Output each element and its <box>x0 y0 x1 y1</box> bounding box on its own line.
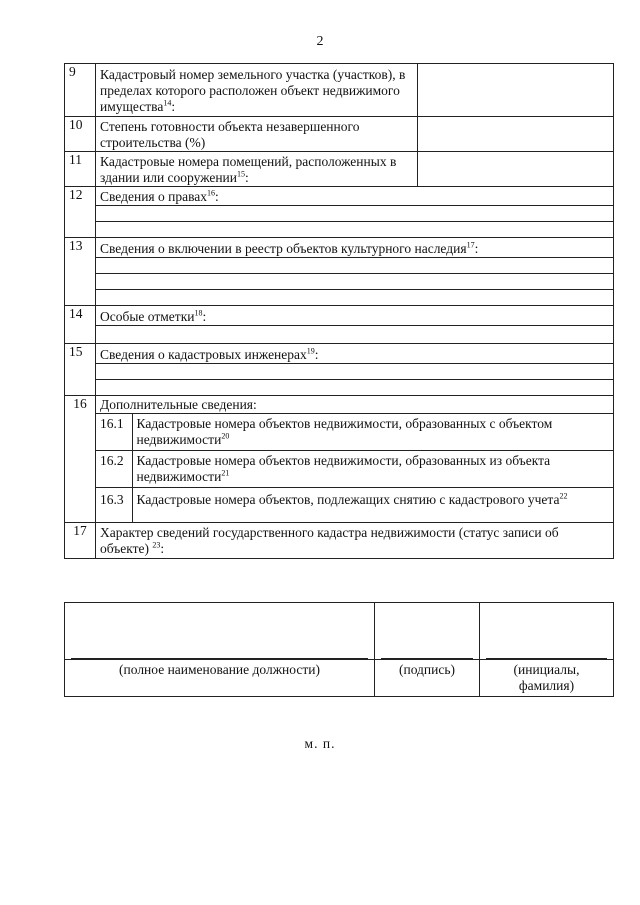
subrow-label: Кадастровые номера объектов недвижимости, образованных с объектом недвижимости$^{20}$ <box>132 414 613 451</box>
value-line[interactable] <box>96 364 614 380</box>
row-label: Сведения о включении в реестр объектов культурного наследия$^{17}$: <box>96 238 614 258</box>
value-line[interactable] <box>96 206 614 222</box>
row-label: Кадастровые номера помещений, расположенных в здании или сооружении$^{15}$: <box>96 152 418 187</box>
row-number: 16 <box>65 396 96 523</box>
value-line[interactable] <box>96 222 614 238</box>
position-caption: (полное наименование должности) <box>65 660 375 697</box>
footnote-ref: 16 <box>207 188 216 198</box>
initials-caption: (инициалы, фамилия) <box>480 660 614 697</box>
footnote-ref: 18 <box>194 308 203 318</box>
footnote-ref: 15 <box>237 169 246 179</box>
value-line[interactable] <box>96 274 614 290</box>
subrow-number: 16.3 <box>96 488 132 522</box>
footnote-ref: 19 <box>306 346 315 356</box>
value-line[interactable] <box>96 380 614 396</box>
subrow-label: Кадастровые номера объектов недвижимости, образованных из объекта недвижимости$^{21}$ <box>132 451 613 488</box>
footnote-ref: 22 <box>559 491 568 501</box>
row-16-3 <box>96 488 613 522</box>
row-label: Сведения о правах$^{16}$: <box>96 187 614 206</box>
subrow-number: 16.1 <box>96 414 132 451</box>
row-label: Кадастровый номер земельного участка (участков), в пределах которого расположен объект недвижимого имущества$^{14}$: <box>96 64 418 117</box>
row-11 <box>65 152 614 187</box>
row-number: 14 <box>65 306 96 344</box>
row-16-1 <box>96 414 613 451</box>
footnote-ref: 20 <box>221 431 230 441</box>
value-line[interactable] <box>96 290 614 306</box>
footnote-ref: 23 <box>152 540 161 549</box>
row-15 <box>65 344 614 364</box>
row-label: Дополнительные сведения: <box>96 396 613 414</box>
row-16 <box>65 396 614 523</box>
row-13 <box>65 238 614 258</box>
row-number: 15 <box>65 344 96 396</box>
value-field[interactable] <box>418 117 614 152</box>
row-10 <box>65 117 614 152</box>
cadastral-form-table <box>64 63 614 559</box>
position-field[interactable] <box>65 603 375 660</box>
initials-field[interactable] <box>480 603 614 660</box>
value-line[interactable] <box>96 258 614 274</box>
row-label: Сведения о кадастровых инженерах$^{19}$: <box>96 344 614 364</box>
footnote-ref: 17 <box>466 240 475 250</box>
row-number: 9 <box>65 64 96 117</box>
row-label: Особые отметки$^{18}$: <box>96 306 614 326</box>
value-field[interactable] <box>418 64 614 117</box>
value-field[interactable] <box>418 152 614 187</box>
signature-block <box>64 602 614 697</box>
value-line[interactable] <box>96 326 614 344</box>
row-9 <box>65 64 614 117</box>
stamp-place-label: м. п. <box>304 736 336 751</box>
row-number: 12 <box>65 187 96 238</box>
row-12 <box>65 187 614 206</box>
row-17 <box>65 522 614 558</box>
footnote-ref: 21 <box>221 468 230 478</box>
page-number: 2 <box>316 34 324 49</box>
row-16-2 <box>96 451 613 488</box>
signature-field[interactable] <box>375 603 480 660</box>
row-number: 10 <box>65 117 96 152</box>
subrow-number: 16.2 <box>96 451 132 488</box>
footnote-ref: 14 <box>163 98 172 108</box>
subsection-table <box>96 414 613 522</box>
signature-caption: (подпись) <box>375 660 480 697</box>
subrow-label: Кадастровые номера объектов, подлежащих снятию с кадастрового учета$^{22}$ <box>132 488 613 522</box>
row-number: 13 <box>65 238 96 306</box>
row-label: Степень готовности объекта незавершенного строительства (%) <box>96 117 418 152</box>
row-14 <box>65 306 614 326</box>
row-number: 11 <box>65 152 96 187</box>
row-number: 17 <box>65 522 96 558</box>
row-label: Характер сведений государственного кадастра недвижимости (статус записи об объекте) $^{23}$: <box>96 522 614 558</box>
